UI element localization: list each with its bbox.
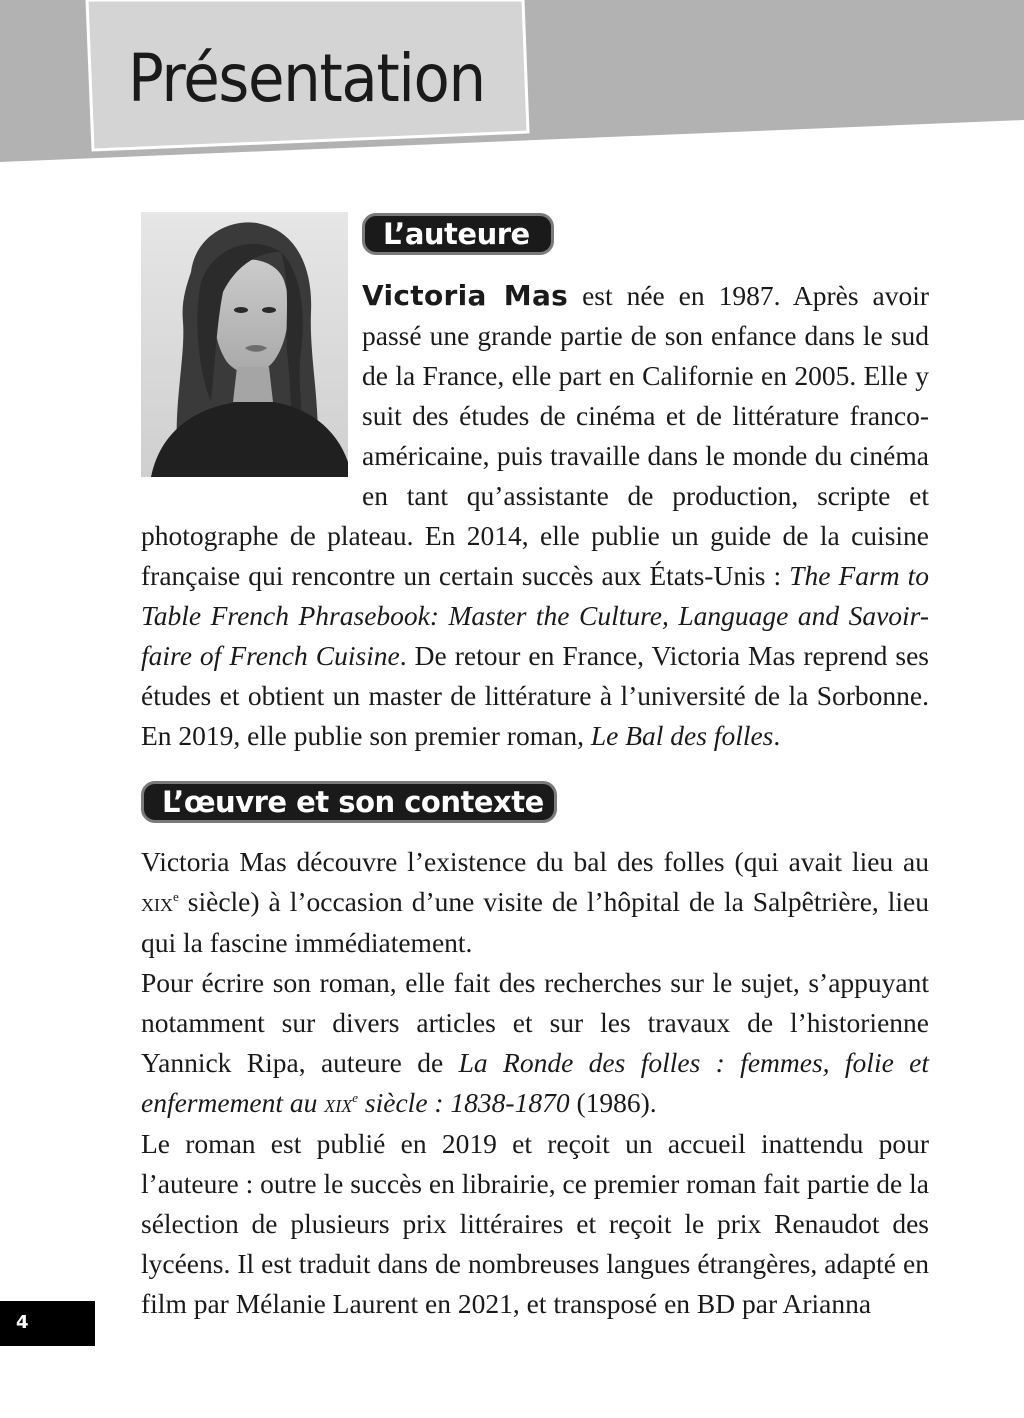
page-title: Présentation [128,40,485,117]
ronde-title-a: La Ronde des folles : femmes, folie et enfermement au [141,1047,930,1118]
oeuvre-paragraph-1 [141,842,929,963]
oeuvre-p2-text-b: (1986). [569,1087,657,1118]
oeuvre-p1-text-b: siècle) à l’occasion d’une visite de l’hôpital de la Salpêtrière, lieu qui la fascine immédiatement. [141,886,929,958]
oeuvre-p2-text-a: Pour écrire son roman, elle fait des recherches sur le sujet, s’appuyant notamment sur divers articles et sur les travaux de l’historienne Yannick Ripa, auteure de [141,967,929,1078]
book-title-bal-des-folles: Le Bal des folles [590,720,774,751]
book-title-phrasebook: The Farm to Table French Phrasebook: Master the Culture, Language and Savoir-faire of French Cuisine [141,560,930,671]
ronde-century-superscript: e [352,1089,359,1105]
auteure-text-part-1: est née en 1987. Après avoir passé une grande partie de son enfance dans le sud de la France, elle part en Californie en 2005. Elle y suit des études de cinéma et de littérature franco-américaine, puis travaille dans le monde du cinéma en tant qu’assistante de production, scripte et photographe de plateau. En 2014, elle publie un guide de la cuisine française qui rencontre un certain succès aux États-Unis : [141,280,929,591]
oeuvre-paragraph-3: Le roman est publié en 2019 et reçoit un accueil inattendu pour l’auteure : outre le succès en librairie, ce premier roman fait partie de la sélection de plusieurs prix littéraires et reçoit le prix Renaudot des lycéens. Il est traduit dans de nombreuses langues étrangères, adapté en film par Mélanie Laurent en 2021, et transposé en BD par Arianna [141,1128,929,1319]
section-heading-oeuvre: L’œuvre et son contexte [141,781,557,823]
section-heading-auteure: L’auteure [362,213,554,255]
oeuvre-paragraph-2 [141,963,929,1124]
century-xix: xix [141,888,173,917]
page-number: 4 [16,1312,29,1333]
auteure-text-part-2: . De retour en France, Victoria Mas reprend ses études et obtient un master de littérature à l’université de la Sorbonne. En 2019, elle publie son premier roman, [141,640,929,751]
auteure-paragraph [141,276,929,756]
ronde-century-xix: xix [324,1089,353,1118]
author-name: Victoria Mas [362,279,569,312]
century-superscript: e [173,888,179,904]
page-number-tab [0,1301,95,1346]
photo-float-spacer [141,276,362,514]
oeuvre-body [141,842,929,1324]
header-band [0,0,1024,165]
oeuvre-p1-text-a: Victoria Mas découvre l’existence du bal des folles (qui avait lieu au [141,846,929,877]
auteure-text-part-3: . [773,720,781,751]
ronde-title-b: siècle : 1838-1870 [358,1087,570,1118]
